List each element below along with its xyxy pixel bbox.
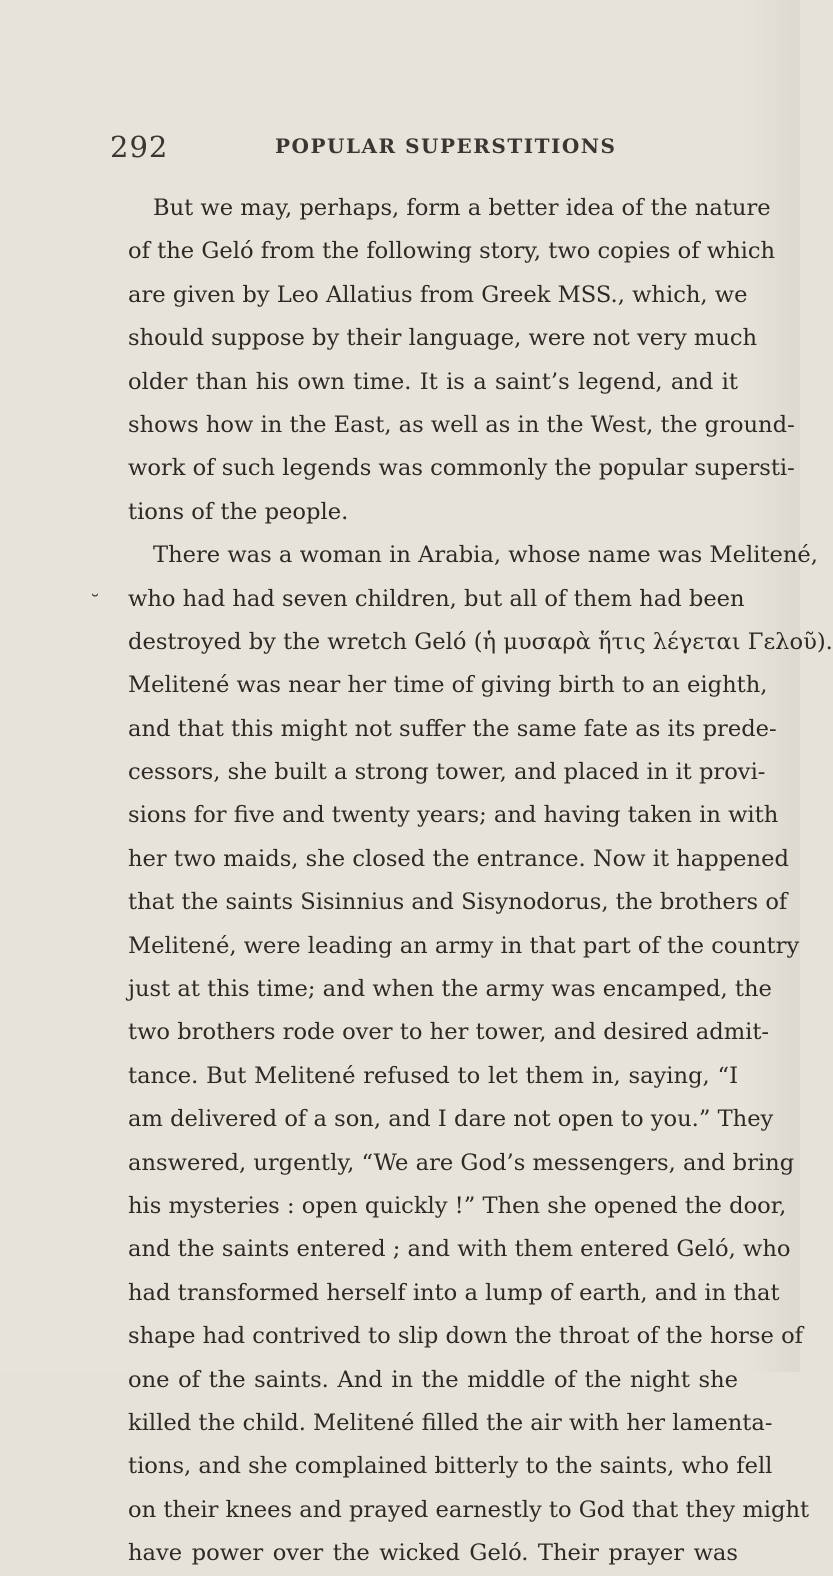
text-line: tance. But Melitené refused to let them in, saying, “I <box>128 1062 738 1089</box>
text-line: sions for five and twenty years; and having taken in with <box>128 802 779 829</box>
running-head: POPULAR SUPERSTITIONS <box>275 134 617 158</box>
text-line: tions, and she complained bitterly to the saints, who fell <box>128 1453 773 1480</box>
text-line: tions of the people. <box>128 498 349 525</box>
text-line: had transformed herself into a lump of earth, and in that <box>128 1279 780 1306</box>
body-text <box>128 187 833 1576</box>
text-line: Melitené was near her time of giving birth to an eighth, <box>128 672 768 699</box>
margin-mark: ˘ <box>90 590 100 614</box>
text-line: just at this time; and when the army was encamped, the <box>128 976 772 1003</box>
text-line: There was a woman in Arabia, whose name was Melitené, <box>153 542 818 569</box>
text-line: older than his own time. It is a saint’s legend, and it <box>128 368 738 395</box>
text-line: his mysteries : open quickly !” Then she opened the door, <box>128 1192 787 1219</box>
text-line: Melitené, were leading an army in that part of the country <box>128 932 800 959</box>
page-header <box>110 130 730 170</box>
text-line: work of such legends was commonly the popular supersti- <box>128 455 795 482</box>
text-line: that the saints Sisinnius and Sisynodorus, the brothers of <box>128 889 788 916</box>
text-line: are given by Leo Allatius from Greek MSS., which, we <box>128 281 748 308</box>
text-line: her two maids, she closed the entrance. Now it happened <box>128 845 789 872</box>
text-line: shows how in the East, as well as in the West, the ground- <box>128 411 795 438</box>
text-line: destroyed by the wretch Geló (ἡ μυσαρὰ ἥτις λέγεται Γελοῦ). <box>128 628 833 655</box>
text-line: and the saints entered ; and with them entered Geló, who <box>128 1236 791 1263</box>
text-line: and that this might not suffer the same fate as its prede- <box>128 715 777 742</box>
text-line: But we may, perhaps, form a better idea of the nature <box>153 195 771 221</box>
text-line: cessors, she built a strong tower, and placed in it provi- <box>128 759 766 786</box>
text-line: one of the saints. And in the middle of the night she <box>128 1366 738 1393</box>
text-line: am delivered of a son, and I dare not open to you.” They <box>128 1106 774 1133</box>
text-line: shape had contrived to slip down the throat of the horse of <box>128 1323 804 1350</box>
text-line: of the Geló from the following story, two copies of which <box>128 238 776 265</box>
text-line: who had had seven children, but all of them had been <box>128 585 745 612</box>
text-line: should suppose by their language, were not very much <box>128 325 758 352</box>
page-number: 292 <box>110 130 169 164</box>
text-line: killed the child. Melitené filled the air with her lamenta- <box>128 1409 773 1436</box>
text-line: answered, urgently, “We are God’s messengers, and bring <box>128 1149 795 1176</box>
text-line: have power over the wicked Geló. Their prayer was <box>128 1540 738 1567</box>
text-line: on their knees and prayed earnestly to God that they might <box>128 1496 810 1523</box>
text-line: two brothers rode over to her tower, and desired admit- <box>128 1019 770 1046</box>
